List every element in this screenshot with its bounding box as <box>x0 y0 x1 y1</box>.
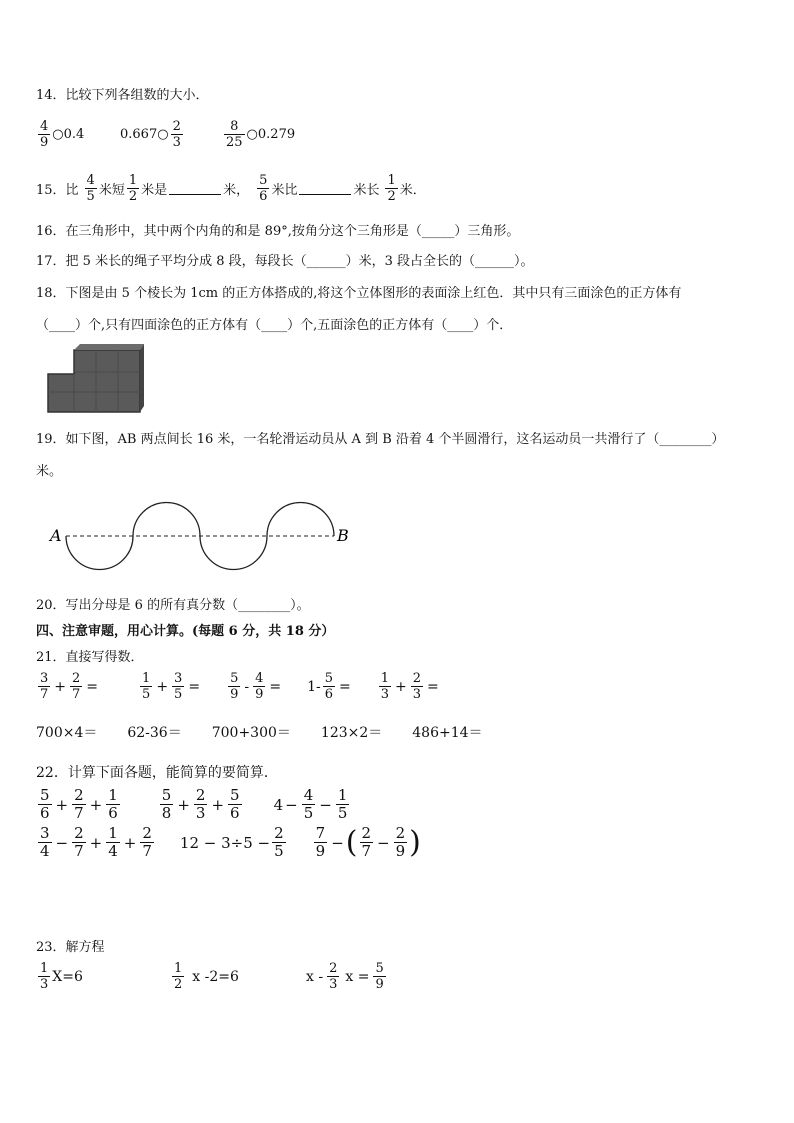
frac-num: 2 <box>72 671 81 686</box>
q14-text: 14．比较下列各组数的大小． <box>36 88 209 103</box>
semicircle-figure <box>40 488 370 578</box>
eq-text: X=6 <box>52 968 83 985</box>
q21-title: 21．直接写得数． <box>36 650 144 665</box>
frac-den: 2 <box>174 977 183 992</box>
frac-den: 8 <box>161 804 172 822</box>
frac-num: 2 <box>361 824 372 842</box>
q18-text-1: 18．下图是由 5 个棱长为 1cm 的正方体搭成的,将这个立体图形的表面涂上红色．其中只有三面涂色的正方体有 <box>36 286 682 301</box>
frac-den: 7 <box>74 842 84 860</box>
frac-den: 5 <box>142 687 151 702</box>
eq-text: x - <box>306 968 324 985</box>
cube-side <box>140 344 144 412</box>
frac-den: 3 <box>195 804 206 822</box>
frac-den: 2 <box>128 189 138 204</box>
frac-num: 5 <box>230 671 239 686</box>
calc-item: 700×4＝ <box>36 725 98 741</box>
frac-den: 5 <box>303 804 314 822</box>
frac-num: 2 <box>74 824 84 842</box>
frac-num: 4 <box>86 173 95 188</box>
semicircle-1 <box>66 536 133 569</box>
frac-num: 1 <box>174 961 183 976</box>
q15-text: 米长 <box>353 183 380 198</box>
frac-den: 3 <box>172 135 181 150</box>
frac-den: 3 <box>412 687 422 702</box>
label-a: A <box>50 526 62 545</box>
answer-blank[interactable] <box>299 182 351 195</box>
frac-num: 4 <box>303 786 314 804</box>
q15-text: 米． <box>399 183 426 198</box>
frac-den: 3 <box>329 977 338 992</box>
frac-den: 25 <box>226 135 243 150</box>
frac-num: 1 <box>128 173 138 188</box>
frac-den: 9 <box>255 687 264 702</box>
q14-item-2 <box>120 120 185 149</box>
frac-num: 3 <box>174 671 183 686</box>
frac-den: 7 <box>361 842 372 860</box>
q17-text: 17．把 5 米长的绳子平均分成 8 段，每段长（______）米，3 段占全长的（______）。 <box>36 254 534 269</box>
frac-den: 6 <box>108 804 118 822</box>
frac-den: 6 <box>230 804 240 822</box>
semicircle-4 <box>267 503 334 537</box>
frac-num: 1 <box>108 786 118 804</box>
calc-item: 700+300＝ <box>211 725 291 741</box>
label-b: B <box>337 526 349 545</box>
frac-den: 6 <box>259 189 268 204</box>
eq-text: x -2=6 <box>192 968 239 985</box>
frac-num: 2 <box>412 671 422 686</box>
section-4-title: 四、注意审题，用心计算。(每题 6 分，共 18 分） <box>36 624 335 639</box>
frac-den: 5 <box>337 804 348 822</box>
compare-lead: 0.667○ <box>120 127 169 142</box>
frac-num: 1 <box>387 173 396 188</box>
compare-rest: ○0.4 <box>52 127 85 142</box>
frac-den: 5 <box>86 189 95 204</box>
eq-3 <box>306 962 388 991</box>
eq-text: x = <box>345 968 370 985</box>
frac-den: 7 <box>40 687 49 702</box>
q22-row-2: $\frac{3}{4}$ − $\frac{2}{7}$ + $\frac{1}{4}$ + $\frac{2}{7}$ 12 − 3÷5 − $\frac{2}{5}$ $\frac{7}{9}$ − ( $\frac{2}{7}$ − $\frac{2}{9}$ ) <box>40 824 421 860</box>
cube-figure <box>44 344 146 414</box>
q14-item-1 <box>36 120 84 149</box>
frac-num: 5 <box>375 961 384 976</box>
frac-den: 9 <box>315 842 326 860</box>
frac-den: 9 <box>375 977 384 992</box>
frac-den: 7 <box>142 842 152 860</box>
frac-den: 5 <box>274 842 284 860</box>
q18-text-2: （____）个,只有四面涂色的正方体有（____）个,五面涂色的正方体有（____）个． <box>36 318 513 333</box>
q21-row-1: $\frac{3}{7}$ + $\frac{2}{7}$ = $\frac{1}{5}$ + $\frac{3}{5}$ = $\frac{5}{9}$ - $\frac{4}{9}$ = 1- $\frac{5}{6}$ = $\frac{1}{3}$ + $\frac{2}{3}$ = <box>40 671 439 702</box>
cube-top <box>74 344 144 350</box>
q22-row-1: $\frac{5}{6}$ + $\frac{2}{7}$ + $\frac{1}{6}$ $\frac{5}{8}$ + $\frac{2}{3}$ + $\frac{5}{6}$ 4 − $\frac{4}{5}$ − $\frac{1}{5}$ <box>40 786 348 822</box>
frac-num: 7 <box>315 824 326 842</box>
q20-text: 20．写出分母是 6 的所有真分数（________）。 <box>36 598 310 613</box>
frac-den: 9 <box>230 687 239 702</box>
frac-num: 4 <box>255 671 264 686</box>
frac-num: 5 <box>259 173 268 188</box>
q15-text: 15．比 <box>36 183 79 198</box>
frac-num: 1 <box>108 824 118 842</box>
eq-2 <box>170 962 239 991</box>
semicircle-3 <box>200 536 267 570</box>
frac-num: 1 <box>40 961 49 976</box>
frac-num: 2 <box>195 786 206 804</box>
frac-num: 5 <box>324 671 334 686</box>
semicircle-2 <box>133 503 200 537</box>
frac-num: 1 <box>380 671 390 686</box>
frac-num: 2 <box>172 119 181 134</box>
q22-title: 22．计算下面各题，能简算的要简算． <box>36 765 278 781</box>
frac-num: 5 <box>161 786 172 804</box>
q16-text: 16．在三角形中，其中两个内角的和是 89°,按角分这个三角形是（_____）三角形。 <box>36 224 520 239</box>
calc-item: 62-36＝ <box>127 725 182 741</box>
answer-blank[interactable] <box>169 182 221 195</box>
frac-num: 1 <box>337 786 348 804</box>
compare-rest: ○0.279 <box>246 127 296 142</box>
calc-item: 123×2＝ <box>320 725 383 741</box>
eq-1 <box>36 962 83 991</box>
q15-text: 米短 <box>98 183 125 198</box>
frac-num: 2 <box>274 824 284 842</box>
frac-num: 2 <box>142 824 152 842</box>
frac-den: 5 <box>174 687 183 702</box>
q14-item-3 <box>222 120 295 149</box>
q21-row-2 <box>36 722 483 742</box>
frac-num: 4 <box>40 119 49 134</box>
frac-den: 9 <box>395 842 406 860</box>
frac-den: 4 <box>40 842 50 860</box>
frac-num: 8 <box>230 119 239 134</box>
frac-num: 2 <box>395 824 406 842</box>
frac-den: 2 <box>387 189 396 204</box>
frac-num: 2 <box>74 786 84 804</box>
q23-title: 23．解方程 <box>36 940 105 955</box>
frac-den: 6 <box>324 687 334 702</box>
frac-den: 4 <box>108 842 118 860</box>
frac-den: 7 <box>74 804 84 822</box>
q15-text: 米比 <box>271 183 298 198</box>
frac-num: 1 <box>142 671 151 686</box>
frac-den: 6 <box>40 804 50 822</box>
q19-text-2: 米。 <box>36 464 63 479</box>
q15-text: 米是 <box>141 183 168 198</box>
frac-num: 5 <box>230 786 240 804</box>
calc-item: 486+14＝ <box>412 725 483 741</box>
frac-num: 3 <box>40 824 50 842</box>
frac-den: 3 <box>40 977 49 992</box>
frac-den: 3 <box>380 687 390 702</box>
q19-text-1: 19．如下图，AB 两点间长 16 米，一名轮滑运动员从 A 到 B 沿着 4 个半圆滑行，这名运动员一共滑行了（________） <box>36 432 725 447</box>
frac-den: 9 <box>40 135 49 150</box>
q15-text: 米， <box>223 183 250 198</box>
frac-num: 3 <box>40 671 49 686</box>
frac-den: 7 <box>72 687 81 702</box>
frac-num: 5 <box>40 786 50 804</box>
frac-num: 2 <box>329 961 338 976</box>
q15-line <box>36 174 426 203</box>
